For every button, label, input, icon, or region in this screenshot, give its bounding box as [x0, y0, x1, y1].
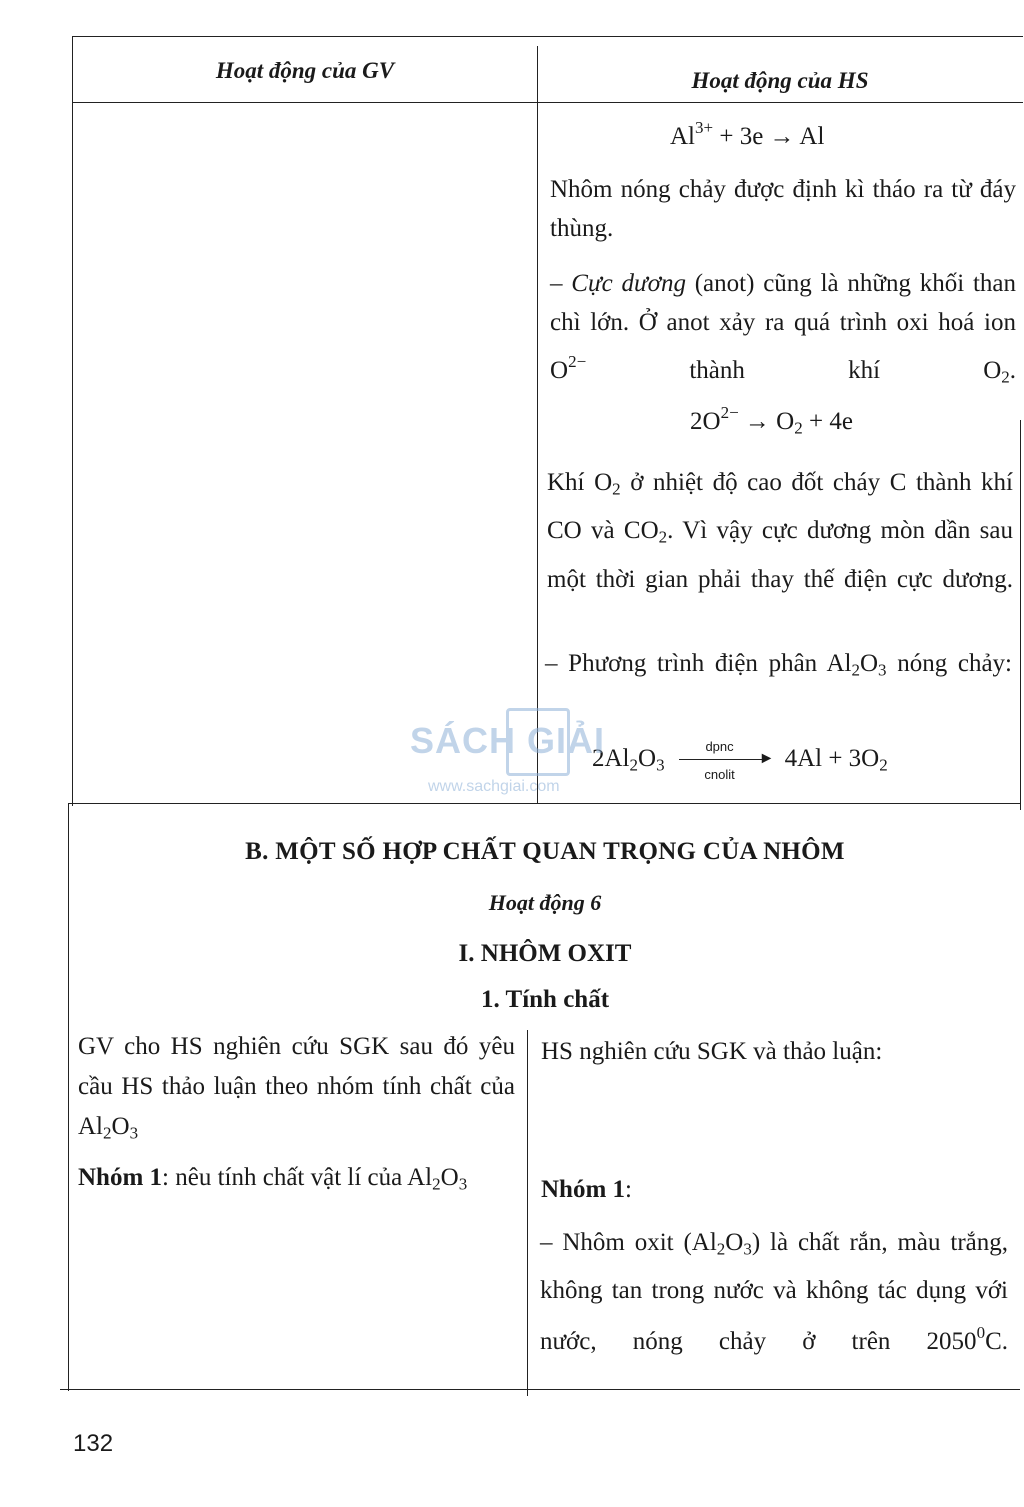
section-b-title: B. MỘT SỐ HỢP CHẤT QUAN TRỌNG CỦA NHÔM: [245, 838, 845, 865]
header-gv: Hoạt động của GV: [215, 58, 395, 83]
header-bottom-border: [73, 102, 1023, 103]
header-hs: Hoạt động của HS: [691, 68, 869, 93]
paragraph-molten-aluminium: Nhôm nóng chảy được định kì tháo ra từ đáy thùng.: [550, 176, 1016, 242]
equation-al-reduction: $Al^{3+} + 3e \to Al$: [670, 118, 825, 151]
equation-oxygen-oxidation: $2O^{2-} \to O_2 + 4e$: [690, 403, 853, 438]
table-left-border: [72, 36, 73, 806]
paragraph-hs-discussion: HS nghiên cứu SGK và thảo luận:: [541, 1038, 883, 1065]
table-top-border: [73, 36, 1023, 37]
paragraph-oxygen-burns-carbon: Khí $O_2$ ở nhiệt độ cao đốt cháy C thành khí CO và $CO_2$. Vì vậy cực dương mòn dần sau một thời gian phải thay thế điện cực dương.: [547, 469, 1014, 593]
table-left-border-lower: [68, 803, 69, 1391]
watermark-logo: SÁCH GIẢI www.sachgiai.com: [410, 706, 630, 806]
equation-electrolysis: $2Al_2O_3$ dpnc ► cnolit $4Al + 3O_2$: [592, 739, 888, 783]
activity-heading: Hoạt động 6: [488, 890, 602, 915]
heading-properties: 1. Tính chất: [480, 986, 610, 1013]
column-divider-top: [537, 46, 538, 804]
paragraph-hs-group-1-label: Nhóm 1:: [541, 1176, 632, 1203]
page-number: 132: [73, 1430, 114, 1457]
paragraph-gv-instruction: GV cho HS nghiên cứu SGK sau đó yêu cầu HS thảo luận theo nhóm tính chất của $Al_2O_3$: [78, 1033, 515, 1143]
paragraph-gv-group-1: Nhóm 1: nêu tính chất vật lí của $Al_2O_3$: [78, 1164, 468, 1194]
paragraph-electrolysis-equation-intro: – Phương trình điện phân $Al_2O_3$ nóng chảy:: [545, 650, 1012, 680]
paragraph-hs-alumina-properties: – Nhôm oxit $(Al_2O_3)$ là chất rắn, màu trắng, không tan trong nước và không tác dụng với nước, nóng chảy ở trên 2050$^0$C.: [540, 1229, 1008, 1356]
heading-aluminium-oxide: I. NHÔM OXIT: [458, 940, 632, 967]
reaction-arrow: dpnc ► cnolit: [679, 745, 771, 775]
paragraph-anode: – Cực dương (anot) cũng là những khối than chì lớn. Ở anot xảy ra quá trình oxi hoá ion $O^{2-}$ thành khí $O_2$.: [550, 270, 1016, 387]
column-divider-bottom: [527, 1030, 528, 1396]
table-bottom-border: [60, 1389, 1020, 1390]
table-right-border: [1020, 420, 1021, 810]
